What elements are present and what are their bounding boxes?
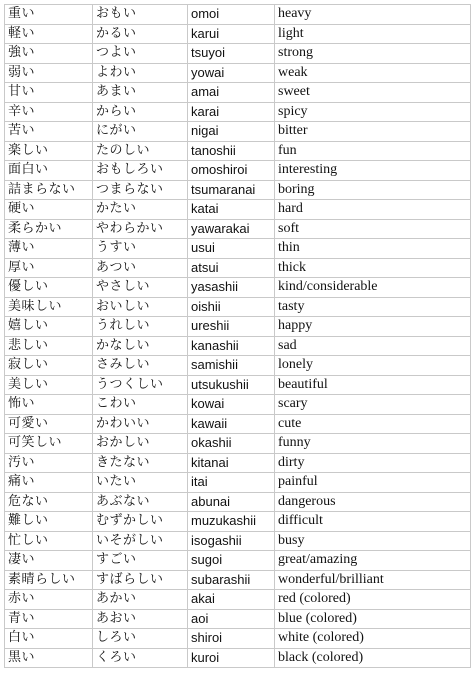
english-cell: funny xyxy=(275,434,471,454)
kanji-cell: 弱い xyxy=(5,63,93,83)
table-row xyxy=(5,609,471,629)
table-row xyxy=(5,200,471,220)
english-cell: bitter xyxy=(275,122,471,142)
kana-cell: いそがしい xyxy=(93,531,188,551)
table-body xyxy=(5,5,471,668)
table-row xyxy=(5,414,471,434)
kana-cell: こわい xyxy=(93,395,188,415)
kana-cell: むずかしい xyxy=(93,512,188,532)
kana-cell: にがい xyxy=(93,122,188,142)
table-row xyxy=(5,434,471,454)
kana-cell: からい xyxy=(93,102,188,122)
kanji-cell: 赤い xyxy=(5,590,93,610)
romaji-cell: muzukashii xyxy=(188,512,275,532)
kanji-cell: 危ない xyxy=(5,492,93,512)
english-cell: happy xyxy=(275,317,471,337)
table-row xyxy=(5,336,471,356)
table-row xyxy=(5,44,471,64)
english-cell: spicy xyxy=(275,102,471,122)
romaji-cell: omoshiroi xyxy=(188,161,275,181)
table-row xyxy=(5,83,471,103)
english-cell: busy xyxy=(275,531,471,551)
table-row xyxy=(5,63,471,83)
kana-cell: いたい xyxy=(93,473,188,493)
english-cell: weak xyxy=(275,63,471,83)
kana-cell: きたない xyxy=(93,453,188,473)
kana-cell: すごい xyxy=(93,551,188,571)
romaji-cell: oishii xyxy=(188,297,275,317)
kana-cell: あおい xyxy=(93,609,188,629)
kanji-cell: 薄い xyxy=(5,239,93,259)
kanji-cell: 可笑しい xyxy=(5,434,93,454)
romaji-cell: itai xyxy=(188,473,275,493)
vocabulary-sheet xyxy=(4,4,470,668)
kana-cell: やさしい xyxy=(93,278,188,298)
kanji-cell: 可愛い xyxy=(5,414,93,434)
kanji-cell: 嬉しい xyxy=(5,317,93,337)
kanji-cell: 黒い xyxy=(5,648,93,668)
kanji-cell: 軽い xyxy=(5,24,93,44)
romaji-cell: shiroi xyxy=(188,629,275,649)
kana-cell: かたい xyxy=(93,200,188,220)
romaji-cell: subarashii xyxy=(188,570,275,590)
english-cell: cute xyxy=(275,414,471,434)
english-cell: great/amazing xyxy=(275,551,471,571)
romaji-cell: karai xyxy=(188,102,275,122)
romaji-cell: yawarakai xyxy=(188,219,275,239)
kana-cell: すばらしい xyxy=(93,570,188,590)
table-row xyxy=(5,5,471,25)
table-row xyxy=(5,180,471,200)
table-row xyxy=(5,375,471,395)
table-row xyxy=(5,24,471,44)
english-cell: sweet xyxy=(275,83,471,103)
kana-cell: うれしい xyxy=(93,317,188,337)
romaji-cell: katai xyxy=(188,200,275,220)
table-row xyxy=(5,570,471,590)
english-cell: boring xyxy=(275,180,471,200)
kanji-cell: 凄い xyxy=(5,551,93,571)
table-row xyxy=(5,161,471,181)
kana-cell: あまい xyxy=(93,83,188,103)
romaji-cell: akai xyxy=(188,590,275,610)
kana-cell: しろい xyxy=(93,629,188,649)
kanji-cell: 白い xyxy=(5,629,93,649)
romaji-cell: samishii xyxy=(188,356,275,376)
english-cell: sad xyxy=(275,336,471,356)
romaji-cell: okashii xyxy=(188,434,275,454)
table-row xyxy=(5,473,471,493)
romaji-cell: yowai xyxy=(188,63,275,83)
romaji-cell: omoi xyxy=(188,5,275,25)
kanji-cell: 素晴らしい xyxy=(5,570,93,590)
romaji-cell: nigai xyxy=(188,122,275,142)
kanji-cell: 怖い xyxy=(5,395,93,415)
english-cell: wonderful/brilliant xyxy=(275,570,471,590)
table-row xyxy=(5,297,471,317)
table-row xyxy=(5,648,471,668)
romaji-cell: tsuyoi xyxy=(188,44,275,64)
kana-cell: かわいい xyxy=(93,414,188,434)
kana-cell: つまらない xyxy=(93,180,188,200)
kanji-cell: 汚い xyxy=(5,453,93,473)
kana-cell: あぶない xyxy=(93,492,188,512)
romaji-cell: sugoi xyxy=(188,551,275,571)
english-cell: dirty xyxy=(275,453,471,473)
english-cell: thin xyxy=(275,239,471,259)
table-row xyxy=(5,512,471,532)
kanji-cell: 悲しい xyxy=(5,336,93,356)
kanji-cell: 寂しい xyxy=(5,356,93,376)
kanji-cell: 楽しい xyxy=(5,141,93,161)
table-row xyxy=(5,122,471,142)
english-cell: fun xyxy=(275,141,471,161)
kana-cell: おかしい xyxy=(93,434,188,454)
english-cell: white (colored) xyxy=(275,629,471,649)
table-row xyxy=(5,356,471,376)
romaji-cell: amai xyxy=(188,83,275,103)
english-cell: heavy xyxy=(275,5,471,25)
kana-cell: かなしい xyxy=(93,336,188,356)
kanji-cell: 柔らかい xyxy=(5,219,93,239)
romaji-cell: tsumaranai xyxy=(188,180,275,200)
romaji-cell: yasashii xyxy=(188,278,275,298)
table-row xyxy=(5,219,471,239)
english-cell: tasty xyxy=(275,297,471,317)
english-cell: painful xyxy=(275,473,471,493)
kanji-cell: 面白い xyxy=(5,161,93,181)
kana-cell: おいしい xyxy=(93,297,188,317)
kana-cell: たのしい xyxy=(93,141,188,161)
english-cell: light xyxy=(275,24,471,44)
kanji-cell: 厚い xyxy=(5,258,93,278)
kanji-cell: 痛い xyxy=(5,473,93,493)
kana-cell: おもい xyxy=(93,5,188,25)
english-cell: hard xyxy=(275,200,471,220)
romaji-cell: utsukushii xyxy=(188,375,275,395)
kanji-cell: 辛い xyxy=(5,102,93,122)
kanji-cell: 忙しい xyxy=(5,531,93,551)
table-row xyxy=(5,531,471,551)
english-cell: kind/considerable xyxy=(275,278,471,298)
romaji-cell: isogashii xyxy=(188,531,275,551)
english-cell: interesting xyxy=(275,161,471,181)
english-cell: dangerous xyxy=(275,492,471,512)
english-cell: strong xyxy=(275,44,471,64)
table-row xyxy=(5,278,471,298)
kanji-cell: 硬い xyxy=(5,200,93,220)
romaji-cell: kanashii xyxy=(188,336,275,356)
kanji-cell: 難しい xyxy=(5,512,93,532)
kanji-cell: 美味しい xyxy=(5,297,93,317)
romaji-cell: karui xyxy=(188,24,275,44)
english-cell: difficult xyxy=(275,512,471,532)
english-cell: blue (colored) xyxy=(275,609,471,629)
english-cell: soft xyxy=(275,219,471,239)
kanji-cell: 優しい xyxy=(5,278,93,298)
kana-cell: あかい xyxy=(93,590,188,610)
english-cell: black (colored) xyxy=(275,648,471,668)
kana-cell: あつい xyxy=(93,258,188,278)
kanji-cell: 青い xyxy=(5,609,93,629)
romaji-cell: usui xyxy=(188,239,275,259)
kana-cell: おもしろい xyxy=(93,161,188,181)
kana-cell: やわらかい xyxy=(93,219,188,239)
table-row xyxy=(5,141,471,161)
table-row xyxy=(5,453,471,473)
romaji-cell: ureshii xyxy=(188,317,275,337)
kana-cell: つよい xyxy=(93,44,188,64)
kanji-cell: 苦い xyxy=(5,122,93,142)
table-row xyxy=(5,102,471,122)
romaji-cell: tanoshii xyxy=(188,141,275,161)
english-cell: scary xyxy=(275,395,471,415)
adjective-vocabulary-table xyxy=(4,4,471,668)
kanji-cell: 甘い xyxy=(5,83,93,103)
table-row xyxy=(5,317,471,337)
kana-cell: うつくしい xyxy=(93,375,188,395)
kanji-cell: 美しい xyxy=(5,375,93,395)
english-cell: thick xyxy=(275,258,471,278)
romaji-cell: kowai xyxy=(188,395,275,415)
kana-cell: うすい xyxy=(93,239,188,259)
table-row xyxy=(5,258,471,278)
kanji-cell: 詰まらない xyxy=(5,180,93,200)
romaji-cell: kawaii xyxy=(188,414,275,434)
romaji-cell: abunai xyxy=(188,492,275,512)
english-cell: red (colored) xyxy=(275,590,471,610)
table-row xyxy=(5,239,471,259)
kana-cell: くろい xyxy=(93,648,188,668)
romaji-cell: kitanai xyxy=(188,453,275,473)
table-row xyxy=(5,395,471,415)
kana-cell: さみしい xyxy=(93,356,188,376)
kana-cell: よわい xyxy=(93,63,188,83)
table-row xyxy=(5,590,471,610)
kanji-cell: 重い xyxy=(5,5,93,25)
table-row xyxy=(5,629,471,649)
romaji-cell: atsui xyxy=(188,258,275,278)
english-cell: beautiful xyxy=(275,375,471,395)
table-row xyxy=(5,492,471,512)
romaji-cell: kuroi xyxy=(188,648,275,668)
romaji-cell: aoi xyxy=(188,609,275,629)
kanji-cell: 強い xyxy=(5,44,93,64)
english-cell: lonely xyxy=(275,356,471,376)
table-row xyxy=(5,551,471,571)
kana-cell: かるい xyxy=(93,24,188,44)
